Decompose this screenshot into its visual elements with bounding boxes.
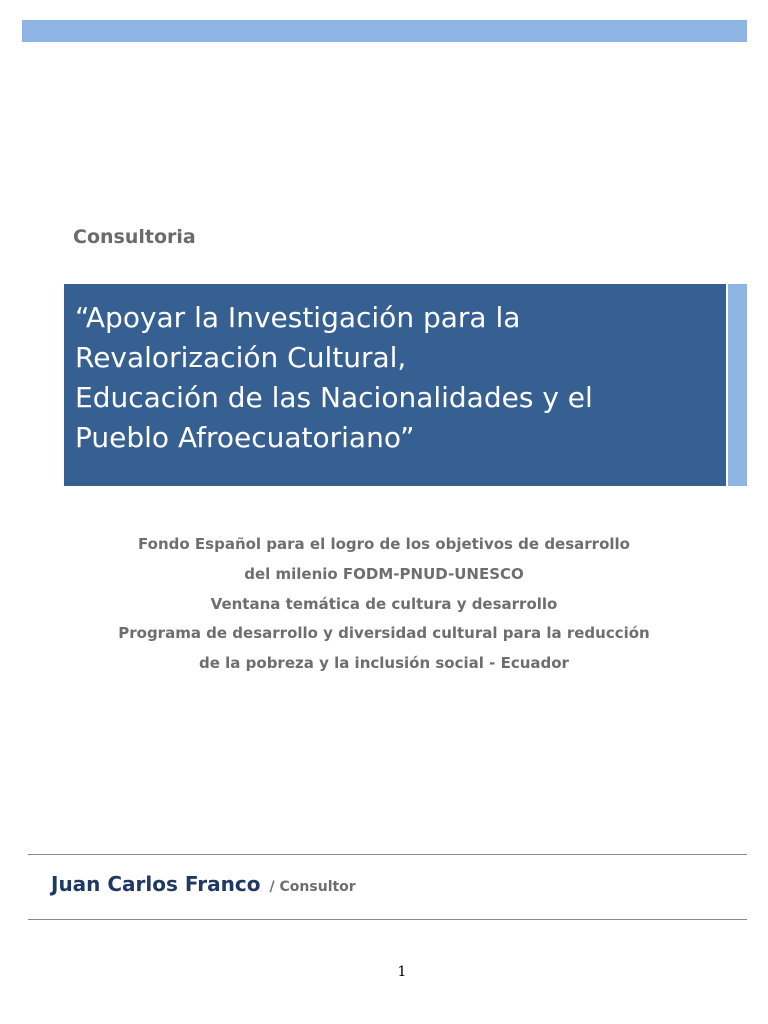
author-divider-top xyxy=(28,854,747,855)
page-number: 1 xyxy=(397,964,407,980)
document-type-label: Consultoria xyxy=(73,226,196,248)
author-divider-bottom xyxy=(28,919,747,920)
document-title xyxy=(75,298,714,458)
title-side-accent xyxy=(728,284,747,486)
title-box xyxy=(64,284,726,486)
program-description xyxy=(0,530,768,679)
program-line: del milenio FODM-PNUD-UNESCO xyxy=(244,564,524,583)
top-accent-bar xyxy=(22,20,747,42)
title-line: “Apoyar la Investigación para la xyxy=(75,301,521,334)
title-line: Revalorización Cultural, xyxy=(75,341,407,374)
title-line: Educación de las Nacionalidades y el xyxy=(75,381,593,414)
program-line: Programa de desarrollo y diversidad cultural para la reducción xyxy=(118,624,650,643)
program-line: Ventana temática de cultura y desarrollo xyxy=(210,594,558,613)
title-line: Pueblo Afroecuatoriano” xyxy=(75,421,415,454)
program-line: de la pobreza y la inclusión social - Ecuador xyxy=(199,654,569,673)
author-role: / Consultor xyxy=(269,879,356,895)
author-name: Juan Carlos Franco xyxy=(51,872,261,896)
program-line: Fondo Español para el logro de los objetivos de desarrollo xyxy=(138,535,630,553)
author-line xyxy=(51,872,356,896)
